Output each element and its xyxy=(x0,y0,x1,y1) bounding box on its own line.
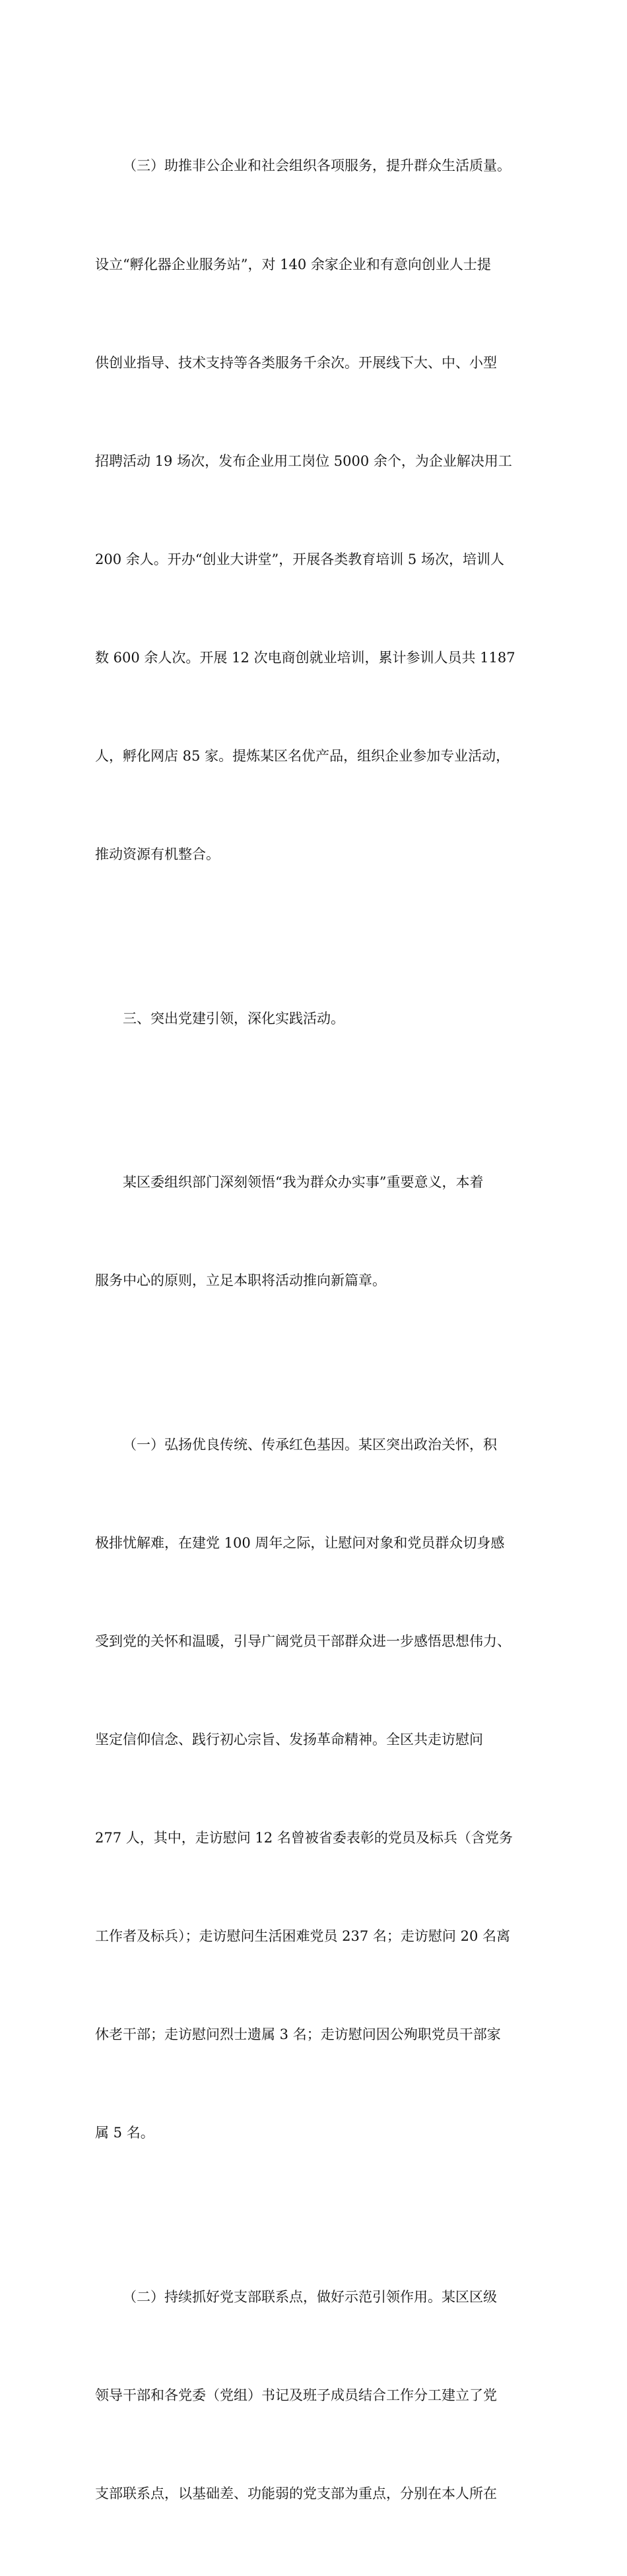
paragraph-red-gene xyxy=(95,1363,541,2215)
text-line: 数 600 余人次。开展 12 次电商创就业培训，累计参训人员共 1187 xyxy=(95,649,515,666)
paragraph-service-quality xyxy=(95,84,541,937)
text-line: 招聘活动 19 场次，发布企业用工岗位 5000 余个，为企业解决用工 xyxy=(95,453,512,469)
text-line: 供创业指导、技术支持等各类服务千余次。开展线下大、中、小型 xyxy=(95,354,497,371)
text-line: 人，孵化网店 85 家。提炼某区名优产品，组织企业参加专业活动， xyxy=(95,747,510,764)
paragraph-intro xyxy=(95,1101,541,1364)
section-heading-three xyxy=(95,937,541,1101)
text-line: 属 5 名。 xyxy=(95,2125,154,2141)
text-line: 休老干部；走访慰问烈士遗属 3 名；走访慰问因公殉职党员干部家 xyxy=(95,2026,501,2043)
text-line: 推动资源有机整合。 xyxy=(95,846,220,863)
text-line: 极排忧解难，在建党 100 周年之际，让慰问对象和党员群众切身感 xyxy=(95,1534,505,1551)
text-line: 受到党的关怀和温暖，引导广阔党员干部群众进一步感悟思想伟力、 xyxy=(95,1633,511,1649)
text-line: 支部联系点，以基础差、功能弱的党支部为重点，分别在本人所在 xyxy=(95,2486,497,2501)
text-line: （一）弘扬优良传统、传承红色基因。某区突出政治关怀，积 xyxy=(123,1436,497,1453)
paragraph-contact-points xyxy=(95,2215,541,2576)
text-line: 服务中心的原则，立足本职将活动推向新篇章。 xyxy=(95,1272,386,1289)
text-line: 277 人，其中，走访慰问 12 名曾被省委表彰的党员及标兵（含党务 xyxy=(95,1830,513,1846)
text-line: 设立“孵化器企业服务站”，对 140 余家企业和有意向创业人士提 xyxy=(95,256,491,272)
text-line: 200 余人。开办“创业大讲堂”，开展各类教育培训 5 场次，培训人 xyxy=(95,551,504,567)
text-line: 某区委组织部门深刻领悟“我为群众办实事”重要意义，本着 xyxy=(123,1174,484,1191)
text-line: 工作者及标兵）；走访慰问生活困难党员 237 名；走访慰问 20 名离 xyxy=(95,1928,511,1945)
section-heading: 三、突出党建引领，深化实践活动。 xyxy=(123,1010,345,1026)
text-line: 领导干部和各党委（党组）书记及班子成员结合工作分工建立了党 xyxy=(95,2387,497,2403)
text-line: （二）持续抓好党支部联系点，做好示范引领作用。某区区级 xyxy=(123,2288,497,2305)
text-line: （三）助推非公企业和社会组织各项服务，提升群众生活质量。 xyxy=(123,158,511,174)
text-line: 坚定信仰信念、践行初心宗旨、发扬革命精神。全区共走访慰问 xyxy=(95,1731,483,1747)
document-body xyxy=(95,84,541,2576)
